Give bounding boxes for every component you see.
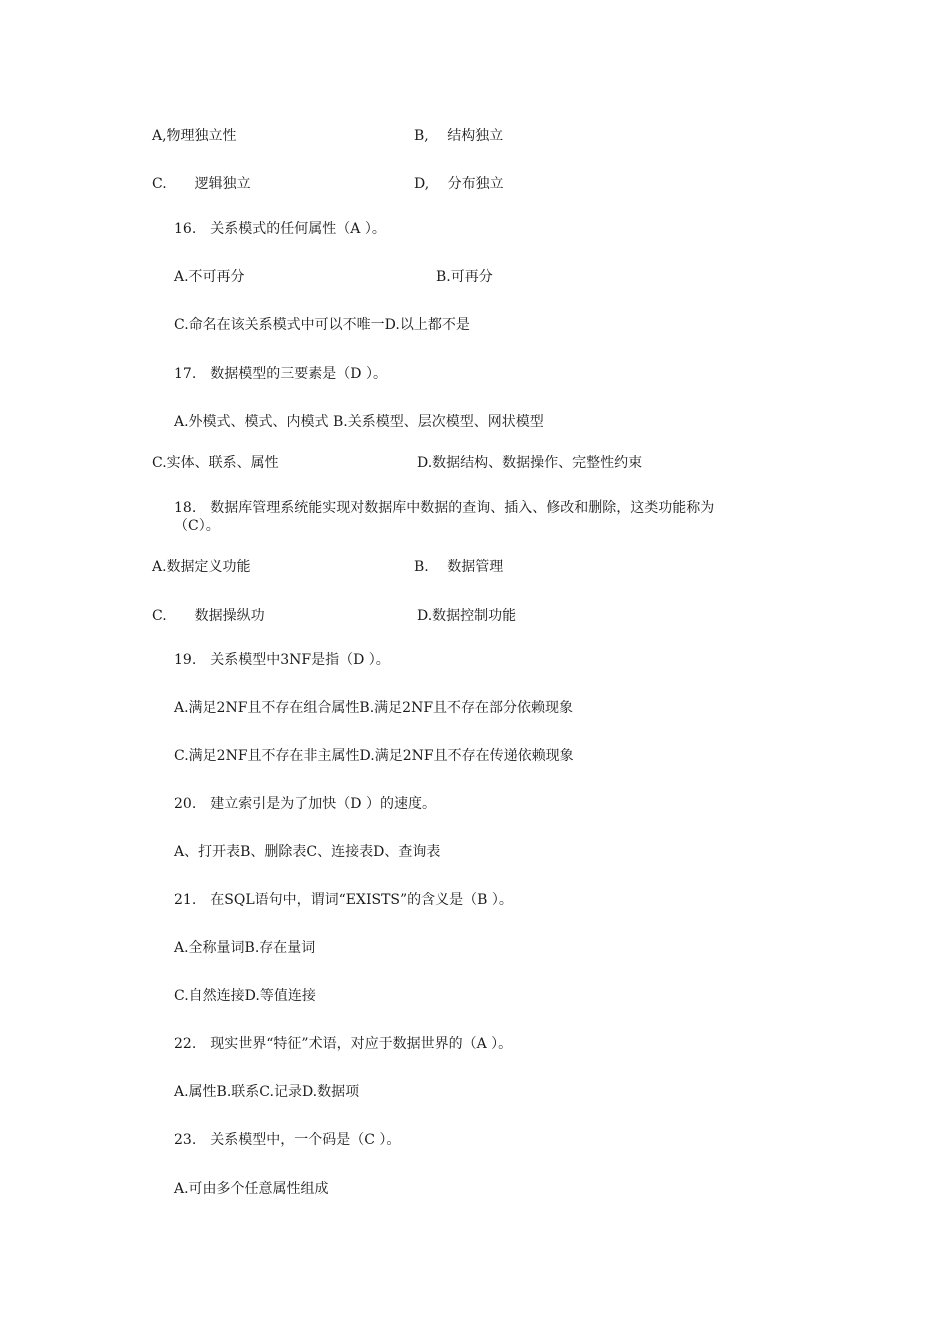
question-17-option-c: C.实体、联系、属性 bbox=[152, 455, 279, 471]
question-17: 17. 数据模型的三要素是（D ）。 bbox=[174, 366, 387, 382]
option-d-distribution-independence: D, 分布独立 bbox=[414, 176, 504, 192]
question-21-options-cd: C.自然连接D.等值连接 bbox=[174, 988, 316, 1004]
question-18-option-a: A.数据定义功能 bbox=[152, 559, 251, 575]
question-17-option-d: D.数据结构、数据操作、完整性约束 bbox=[417, 455, 643, 471]
question-22-options: A.属性B.联系C.记录D.数据项 bbox=[174, 1084, 360, 1100]
question-16-option-b: B.可再分 bbox=[436, 269, 493, 285]
question-21: 21. 在SQL语句中，谓词“EXISTS”的含义是（B ）。 bbox=[174, 892, 513, 908]
question-18-option-c: C. 数据操纵功 bbox=[152, 608, 265, 624]
option-a-physical-independence: A,物理独立性 bbox=[152, 128, 237, 144]
question-20-options: A、打开表B、删除表C、连接表D、查询表 bbox=[174, 844, 441, 860]
question-18: 18. 数据库管理系统能实现对数据库中数据的查询、插入、修改和删除，这类功能称为 bbox=[174, 500, 715, 516]
question-23-option-a: A.可由多个任意属性组成 bbox=[174, 1181, 329, 1197]
option-c-logical-independence: C. 逻辑独立 bbox=[152, 176, 251, 192]
question-19: 19. 关系模型中3NF是指（D ）。 bbox=[174, 652, 390, 668]
question-16: 16. 关系模式的任何属性（A ）。 bbox=[174, 221, 386, 237]
option-b-structural-independence: B, 结构独立 bbox=[414, 128, 504, 144]
question-19-options-ab: A.满足2NF且不存在组合属性B.满足2NF且不存在部分依赖现象 bbox=[174, 700, 574, 716]
question-23: 23. 关系模型中，一个码是（C ）。 bbox=[174, 1132, 401, 1148]
question-16-option-a: A.不可再分 bbox=[174, 269, 245, 285]
question-17-options-ab: A.外模式、模式、内模式 B.关系模型、层次模型、网状模型 bbox=[174, 414, 544, 430]
question-18-continued: （C）。 bbox=[174, 518, 220, 534]
question-21-options-ab: A.全称量词B.存在量词 bbox=[174, 940, 316, 956]
question-19-options-cd: C.满足2NF且不存在非主属性D.满足2NF且不存在传递依赖现象 bbox=[174, 748, 574, 764]
question-18-option-d: D.数据控制功能 bbox=[417, 608, 517, 624]
question-16-options-cd: C.命名在该关系模式中可以不唯一D.以上都不是 bbox=[174, 317, 470, 333]
question-20: 20. 建立索引是为了加快（D ）的速度。 bbox=[174, 796, 436, 812]
question-18-option-b: B. 数据管理 bbox=[414, 559, 504, 575]
question-22: 22. 现实世界“特征”术语，对应于数据世界的（A ）。 bbox=[174, 1036, 513, 1052]
